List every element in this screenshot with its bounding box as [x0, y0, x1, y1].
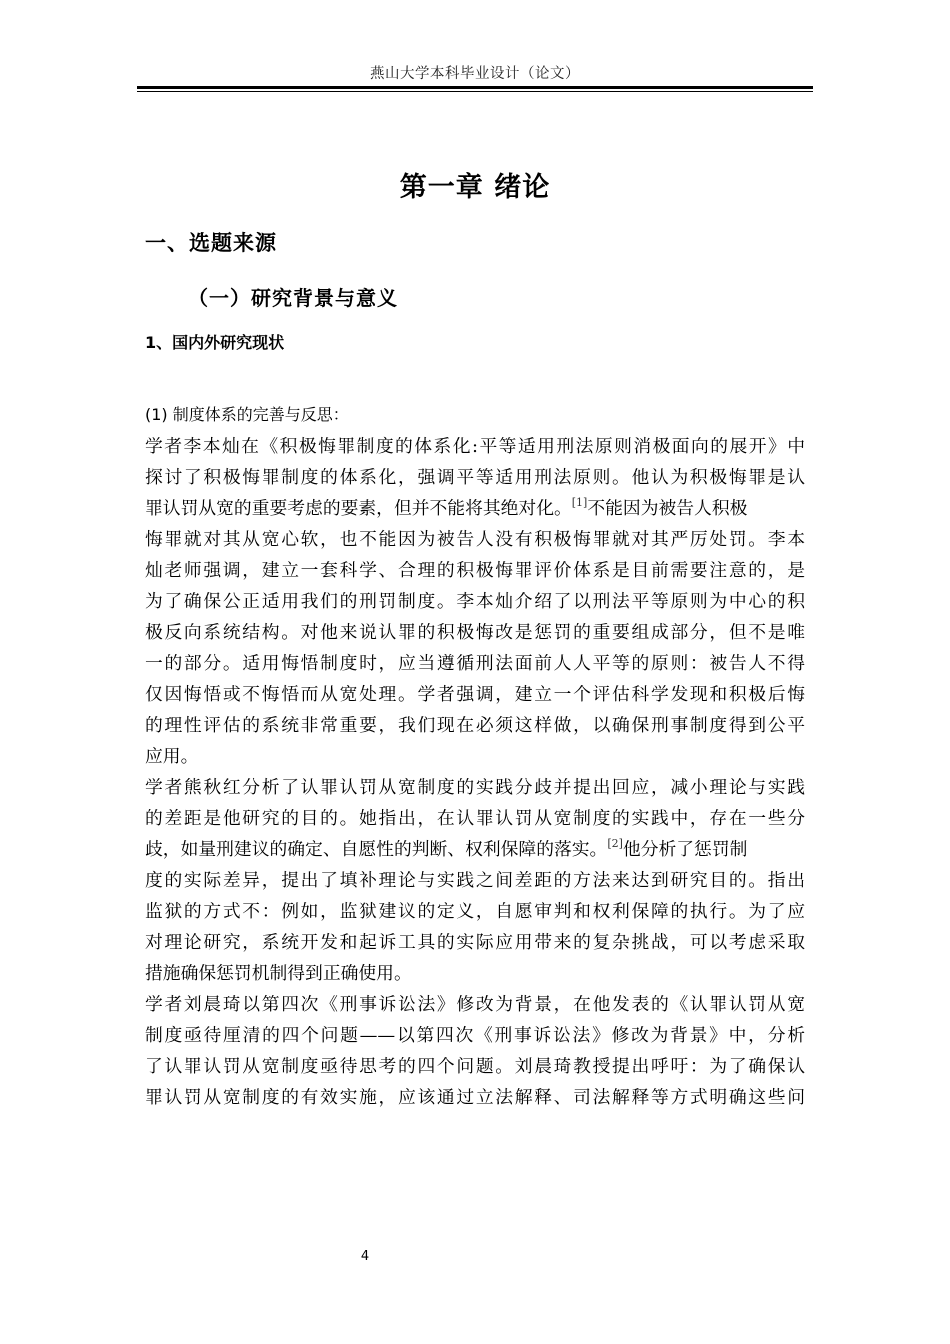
body-line: 对理论研究，系统开发和起诉工具的实际应用带来的复杂挑战，可以考虑采取 [145, 932, 805, 953]
body-line: 学者刘晨琦以第四次《刑事诉讼法》修改为背景，在他发表的《认罪认罚从宽 [145, 994, 805, 1015]
section-heading: 一、选题来源 [145, 231, 277, 255]
header-rule-thick [137, 86, 813, 89]
body-line: 了认罪认罚从宽制度亟待思考的四个问题。刘晨琦教授提出呼吁：为了确保认 [145, 1056, 805, 1077]
body-line: 措施确保惩罚机制得到正确使用。 [145, 963, 412, 984]
topic-heading: (1) 制度体系的完善与反思： [145, 405, 349, 424]
subsubsection-heading: 1、国内外研究现状 [145, 333, 285, 352]
body-line: 制度亟待厘清的四个问题——以第四次《刑事诉讼法》修改为背景》中，分析 [145, 1025, 805, 1046]
body-line: 度的实际差异，提出了填补理论与实践之间差距的方法来达到研究目的。指出 [145, 870, 805, 891]
body-line: 学者李本灿在《积极悔罪制度的体系化:平等适用刑法原则消极面向的展开》中 [145, 436, 805, 457]
body-line: 的理性评估的系统非常重要，我们现在必须这样做，以确保刑事制度得到公平 [145, 715, 805, 736]
body-line: 学者熊秋红分析了认罪认罚从宽制度的实践分歧并提出回应，减小理论与实践 [145, 777, 805, 798]
body-line: 的差距是他研究的目的。她指出，在认罪认罚从宽制度的实践中，存在一些分 [145, 808, 805, 829]
body-line: 监狱的方式不：例如，监狱建议的定义，自愿审判和权利保障的执行。为了应 [145, 901, 805, 922]
body-line: 一的部分。适用悔悟制度时，应当遵循刑法面前人人平等的原则：被告人不得 [145, 653, 805, 674]
body-line: 为了确保公正适用我们的刑罚制度。李本灿介绍了以刑法平等原则为中心的积 [145, 591, 805, 612]
body-line-text: 罪认罚从宽的重要考虑的要素，但并不能将其绝对化。 [145, 498, 572, 519]
body-line [145, 493, 805, 524]
body-line [145, 834, 805, 865]
body-line-text: 歧，如量刑建议的确定、自愿性的判断、权利保障的落实。 [145, 839, 608, 860]
page-number: 4 [360, 1249, 370, 1264]
body-line: 灿老师强调，建立一套科学、合理的积极悔罪评价体系是目前需要注意的，是 [145, 560, 805, 581]
chapter-title: 第一章 绪论 [399, 172, 551, 203]
header-rule-thin [137, 91, 813, 92]
body-text [145, 431, 805, 1113]
citation-ref-1: [1] [571, 496, 588, 509]
body-line: 仅因悔悟或不悔悟而从宽处理。学者强调，建立一个评估科学发现和积极后悔 [145, 684, 805, 705]
body-line-text: 不能因为被告人积极 [587, 498, 748, 519]
subsection-heading: （一）研究背景与意义 [188, 286, 398, 310]
body-line: 罪认罚从宽制度的有效实施，应该通过立法解释、司法解释等方式明确这些问 [145, 1087, 805, 1108]
body-line: 应用。 [145, 746, 199, 767]
body-line: 探讨了积极悔罪制度的体系化，强调平等适用刑法原则。他认为积极悔罪是认 [145, 467, 805, 488]
body-line: 悔罪就对其从宽心软，也不能因为被告人没有积极悔罪就对其严厉处罚。李本 [145, 529, 805, 550]
citation-ref-2: [2] [607, 837, 623, 850]
body-line-text: 他分析了惩罚制 [622, 839, 748, 860]
running-header: 燕山大学本科毕业设计（论文） [370, 66, 580, 82]
body-line: 极反向系统结构。对他来说认罪的积极悔改是惩罚的重要组成部分，但不是唯 [145, 622, 805, 643]
